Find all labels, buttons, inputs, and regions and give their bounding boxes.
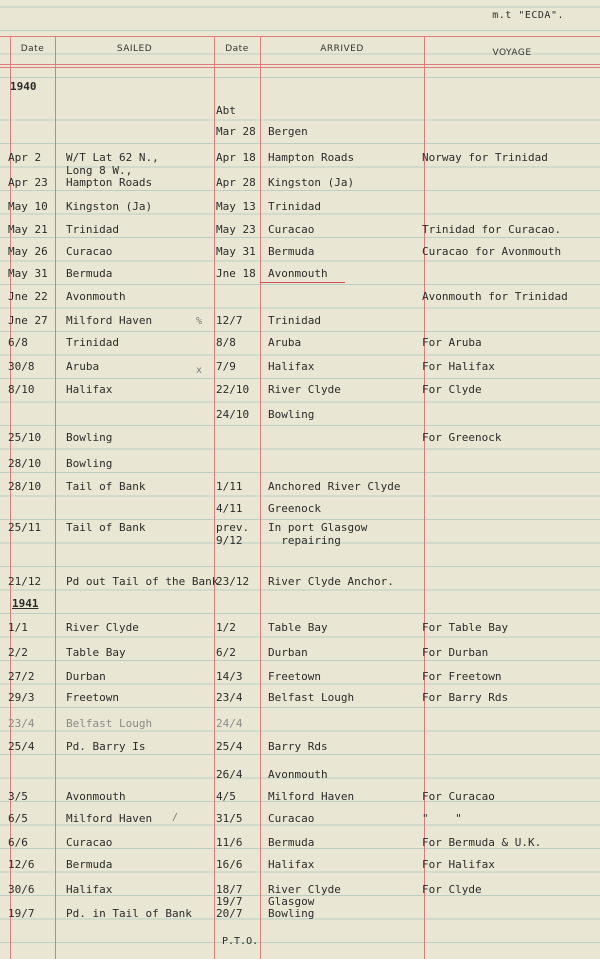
sailed-date: 28/10 [8,457,42,470]
arrived-place: Barry Rds [268,740,328,753]
sailed-date: 8/10 [8,383,35,396]
ship-name: m.t "ECDA". [492,10,564,21]
arrived-place: Halifax [268,858,315,871]
arrived-place: Bermuda [268,245,315,258]
sailed-place: Halifax [66,383,113,396]
sailed-date: May 10 [8,200,48,213]
sailed-place: Milford Haven [66,314,153,327]
arrived-date: 6/2 [216,646,236,659]
sailed-date: 2/2 [8,646,28,659]
arrived-date: Abt [216,104,236,117]
sailed-place: Curacao [66,245,113,258]
sailed-date: 21/12 [8,575,42,588]
arrived-date: 19/7 [216,895,243,908]
arrived-place: River Clyde [268,883,341,896]
arrived-date: 24/4 [216,717,243,730]
sailed-place: Table Bay [66,646,126,659]
sailed-date: 30/6 [8,883,35,896]
arrived-date: prev. 9/12 [216,521,250,547]
voyage-note: For Bermuda & U.K. [422,836,542,849]
col-rule [260,36,261,959]
page-turn-note: P.T.O. [222,936,259,947]
header-date-sailed: Date [20,44,45,54]
arrived-place: Hampton Roads [268,151,355,164]
header-bottom-rule-2 [0,67,600,68]
arrived-place: Milford Haven [268,790,355,803]
sailed-place: Durban [66,670,106,683]
sailed-date: Apr 2 [8,151,42,164]
arrived-date: May 13 [216,200,256,213]
voyage-note: For Table Bay [422,621,509,634]
sailed-place: Tail of Bank [66,521,146,534]
arrived-date: 23/4 [216,691,243,704]
sailed-place: River Clyde [66,621,139,634]
header-voyage: VOYAGE [492,48,532,58]
year-heading: 1941 [12,597,39,610]
sailed-place: Pd. in Tail of Bank [66,907,192,920]
arrived-place: Kingston (Ja) [268,176,355,189]
sailed-place: Bermuda [66,267,113,280]
arrived-date: 24/10 [216,408,250,421]
arrived-date: Apr 28 [216,176,256,189]
sailed-date: 3/5 [8,790,28,803]
section-underline [260,282,345,283]
arrived-date: 18/7 [216,883,243,896]
sailed-place: Bowling [66,457,113,470]
sailed-date: 6/8 [8,336,28,349]
sailed-date: 6/5 [8,812,28,825]
header-date-arrived: Date [225,44,249,54]
arrived-date: 20/7 [216,907,243,920]
margin-mark: / [172,812,179,823]
arrived-place: Bowling [268,907,315,920]
arrived-date: 26/4 [216,768,243,781]
margin-mark: x [196,365,203,376]
arrived-place: Bergen [268,125,308,138]
arrived-place: In port Glasgow repairing [268,521,368,547]
arrived-date: May 31 [216,245,256,258]
sailed-date: 19/7 [8,907,35,920]
arrived-date: 25/4 [216,740,243,753]
arrived-date: Apr 18 [216,151,256,164]
voyage-note: Curacao for Avonmouth [422,245,562,258]
header-arrived: ARRIVED [320,44,364,54]
voyage-note: Trinidad for Curacao. [422,223,562,236]
arrived-place: Aruba [268,336,302,349]
arrived-date: 16/6 [216,858,243,871]
sailed-place: Milford Haven [66,812,153,825]
voyage-note: For Barry Rds [422,691,509,704]
sailed-date: 27/2 [8,670,35,683]
sailed-date: 6/6 [8,836,28,849]
sailed-place: Bowling [66,431,113,444]
voyage-note: For Clyde [422,383,482,396]
sailed-place: Hampton Roads [66,176,153,189]
arrived-date: 31/5 [216,812,243,825]
sailed-place: Avonmouth [66,290,126,303]
arrived-date: 23/12 [216,575,250,588]
sailed-date: Jne 27 [8,314,48,327]
arrived-place: Curacao [268,812,315,825]
arrived-place: Freetown [268,670,321,683]
arrived-place: Bermuda [268,836,315,849]
arrived-place: Curacao [268,223,315,236]
arrived-place: Table Bay [268,621,328,634]
arrived-date: 22/10 [216,383,250,396]
sailed-date: 30/8 [8,360,35,373]
arrived-place: River Clyde [268,383,341,396]
arrived-date: 1/11 [216,480,243,493]
header-sailed: SAILED [116,44,153,54]
arrived-place: Avonmouth [268,768,328,781]
arrived-date: 4/5 [216,790,236,803]
sailed-place: Pd out Tail of the Bank [66,575,219,588]
sailed-date: 29/3 [8,691,35,704]
sailed-date: 25/11 [8,521,42,534]
arrived-place: Belfast Lough [268,691,355,704]
sailed-place: Avonmouth [66,790,126,803]
header-top-rule [0,36,600,37]
sailed-date: 12/6 [8,858,35,871]
sailed-date: 25/10 [8,431,42,444]
arrived-date: 1/2 [216,621,236,634]
sailed-place: Curacao [66,836,113,849]
sailed-date: May 26 [8,245,48,258]
voyage-note: For Halifax [422,360,495,373]
sailed-place: Kingston (Ja) [66,200,153,213]
voyage-note: Avonmouth for Trinidad [422,290,568,303]
arrived-place: Anchored River Clyde [268,480,401,493]
sailed-place: W/T Lat 62 N., Long 8 W., [66,151,159,177]
sailed-place: Belfast Lough [66,717,153,730]
sailed-place: Trinidad [66,223,119,236]
arrived-place: Avonmouth [268,267,328,280]
sailed-place: Aruba [66,360,100,373]
voyage-note: For Curacao [422,790,495,803]
arrived-date: May 23 [216,223,256,236]
voyage-note: For Durban [422,646,489,659]
sailed-date: 28/10 [8,480,42,493]
arrived-date: 12/7 [216,314,243,327]
sailed-date: 1/1 [8,621,28,634]
sailed-place: Pd. Barry Is [66,740,146,753]
sailed-date: May 21 [8,223,48,236]
sailed-date: Jne 22 [8,290,48,303]
arrived-place: Durban [268,646,308,659]
sailed-date: 25/4 [8,740,35,753]
year-heading: 1940 [10,80,37,93]
voyage-note: " " [422,812,462,825]
arrived-date: 14/3 [216,670,243,683]
voyage-note: For Aruba [422,336,482,349]
sailed-date: 23/4 [8,717,35,730]
col-rule [55,36,56,959]
sailed-date: Apr 23 [8,176,48,189]
arrived-date: Jne 18 [216,267,256,280]
arrived-place: Halifax [268,360,315,373]
arrived-place: Greenock [268,502,321,515]
arrived-date: 4/11 [216,502,243,515]
arrived-place: Bowling [268,408,315,421]
arrived-place: Trinidad [268,314,321,327]
sailed-date: May 31 [8,267,48,280]
sailed-place: Tail of Bank [66,480,146,493]
voyage-note: For Clyde [422,883,482,896]
arrived-place: Glasgow [268,895,315,908]
arrived-date: 11/6 [216,836,243,849]
arrived-place: Trinidad [268,200,321,213]
voyage-note: For Greenock [422,431,502,444]
voyage-note: For Freetown [422,670,502,683]
voyage-note: Norway for Trinidad [422,151,548,164]
sailed-place: Trinidad [66,336,119,349]
sailed-place: Bermuda [66,858,113,871]
arrived-place: River Clyde Anchor. [268,575,394,588]
arrived-date: 8/8 [216,336,236,349]
voyage-note: For Halifax [422,858,495,871]
header-bottom-rule [0,64,600,65]
margin-mark: % [196,316,203,327]
arrived-date: 7/9 [216,360,236,373]
col-rule [214,36,215,959]
arrived-date: Mar 28 [216,125,256,138]
sailed-place: Freetown [66,691,119,704]
sailed-place: Halifax [66,883,113,896]
